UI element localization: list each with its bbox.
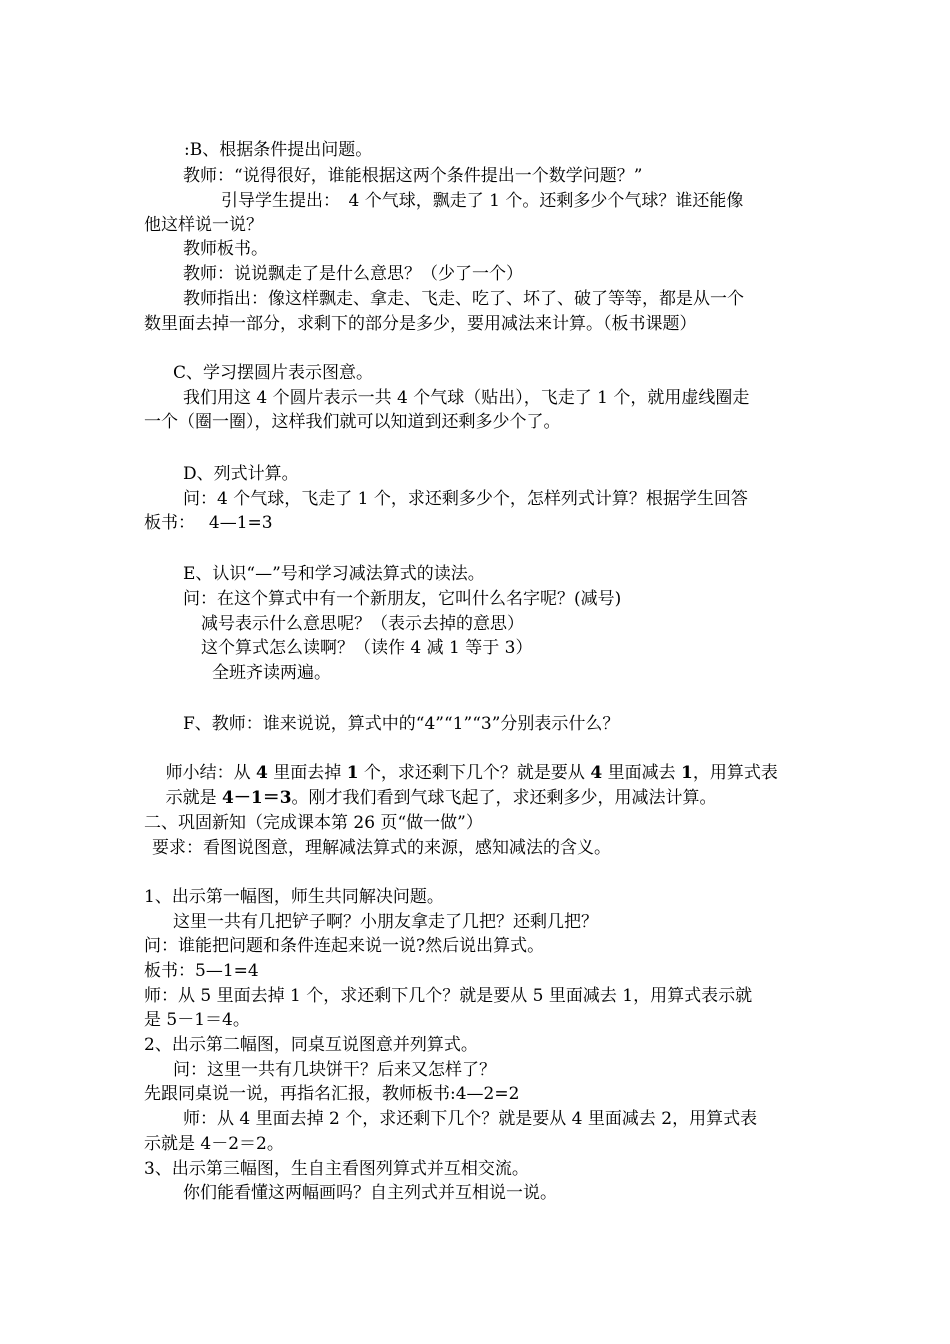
text-line: 引导学生提出： 4 个气球，飘走了 1 个。还剩多少个气球？谁还能像 xyxy=(221,191,744,211)
bold-number: 4 xyxy=(256,763,268,783)
bold-number: 1 xyxy=(346,763,359,783)
text-line: 师：从 4 里面去掉 2 个，求还剩下几个？就是要从 4 里面减去 2，用算式表 xyxy=(183,1109,758,1129)
text-line: 这个算式怎么读啊？（读作 4 减 1 等于 3） xyxy=(201,638,533,658)
text-line: E、认识“—”号和学习减法算式的读法。 xyxy=(183,564,485,584)
text-line: 全班齐读两遍。 xyxy=(212,663,331,683)
text-line: 问：这里一共有几块饼干？后来又怎样了？ xyxy=(173,1060,496,1080)
bold-number: 1 xyxy=(681,763,693,783)
text-line: 3、出示第三幅图，生自主看图列算式并互相交流。 xyxy=(144,1159,529,1179)
text-line: 2、出示第二幅图，同桌互说图意并列算式。 xyxy=(144,1035,478,1055)
bold-number: 4 xyxy=(590,763,603,783)
text-line: 板书：5—1=4 xyxy=(144,961,259,981)
text-line: C、学习摆圆片表示图意。 xyxy=(173,363,374,383)
text-run: ，用算式表 xyxy=(692,763,778,783)
text-line: 我们用这 4 个圆片表示一共 4 个气球（贴出），飞走了 1 个，就用虚线圈走 xyxy=(183,388,750,408)
text-line: F、教师：谁来说说，算式中的“4”“1”“3”分别表示什么？ xyxy=(183,714,620,734)
text-line: 这里一共有几把铲子啊？小朋友拿走了几把？还剩几把？ xyxy=(173,912,598,932)
text-line: 问：谁能把问题和条件连起来说一说?然后说出算式。 xyxy=(144,936,545,956)
text-line: 板书： 4—1=3 xyxy=(144,513,273,533)
text-line: 一个（圈一圈），这样我们就可以知道到还剩多少个了。 xyxy=(144,412,561,432)
text-line: 减号表示什么意思呢？（表示去掉的意思） xyxy=(201,614,524,634)
text-run: 师小结：从 xyxy=(165,763,257,783)
text-run: 示就是 xyxy=(165,788,223,808)
text-line: 教师：说说飘走了是什么意思？（少了一个） xyxy=(183,264,523,284)
text-run: 里面去掉 xyxy=(267,763,347,783)
text-line: D、列式计算。 xyxy=(183,464,299,484)
bold-equation: 4－1＝3 xyxy=(222,788,292,808)
text-line: 他这样说一说？ xyxy=(144,215,263,235)
text-run: 里面减去 xyxy=(602,763,681,783)
text-line: 问：在这个算式中有一个新朋友，它叫什么名字呢？(减号) xyxy=(183,589,622,609)
text-line: 师：从 5 里面去掉 1 个，求还剩下几个？就是要从 5 里面减去 1，用算式表示就 xyxy=(144,986,753,1006)
text-line: 你们能看懂这两幅画吗？自主列式并互相说一说。 xyxy=(183,1183,557,1203)
text-line: 示就是 4－2＝2。 xyxy=(144,1134,284,1154)
text-line: 教师指出：像这样飘走、拿走、飞走、吃了、坏了、破了等等，都是从一个 xyxy=(183,289,744,309)
text-line: :B、根据条件提出问题。 xyxy=(167,140,373,160)
text-run: 。刚才我们看到气球飞起了，求还剩多少，用减法计算。 xyxy=(291,788,717,808)
text-line: 先跟同桌说一说，再指名汇报，教师板书:4—2=2 xyxy=(144,1084,520,1104)
text-line: 1、出示第一幅图，师生共同解决问题。 xyxy=(144,887,444,907)
text-line: 要求：看图说图意，理解减法算式的来源，感知减法的含义。 xyxy=(152,838,611,858)
text-line: 教师板书。 xyxy=(183,239,268,259)
text-line: 是 5－1＝4。 xyxy=(144,1010,250,1030)
text-line: 问：4 个气球，飞走了 1 个，求还剩多少个，怎样列式计算？根据学生回答 xyxy=(183,489,748,509)
text-line: 数里面去掉一部分，求剩下的部分是多少，要用减法来计算。（板书课题） xyxy=(144,314,697,334)
section-heading: 二、巩固新知（完成课本第 26 页“做一做”） xyxy=(144,813,483,833)
text-line: 教师：“说得很好，谁能根据这两个条件提出一个数学问题？” xyxy=(183,166,643,186)
text-run: 个，求还剩下几个？就是要从 xyxy=(358,763,591,783)
